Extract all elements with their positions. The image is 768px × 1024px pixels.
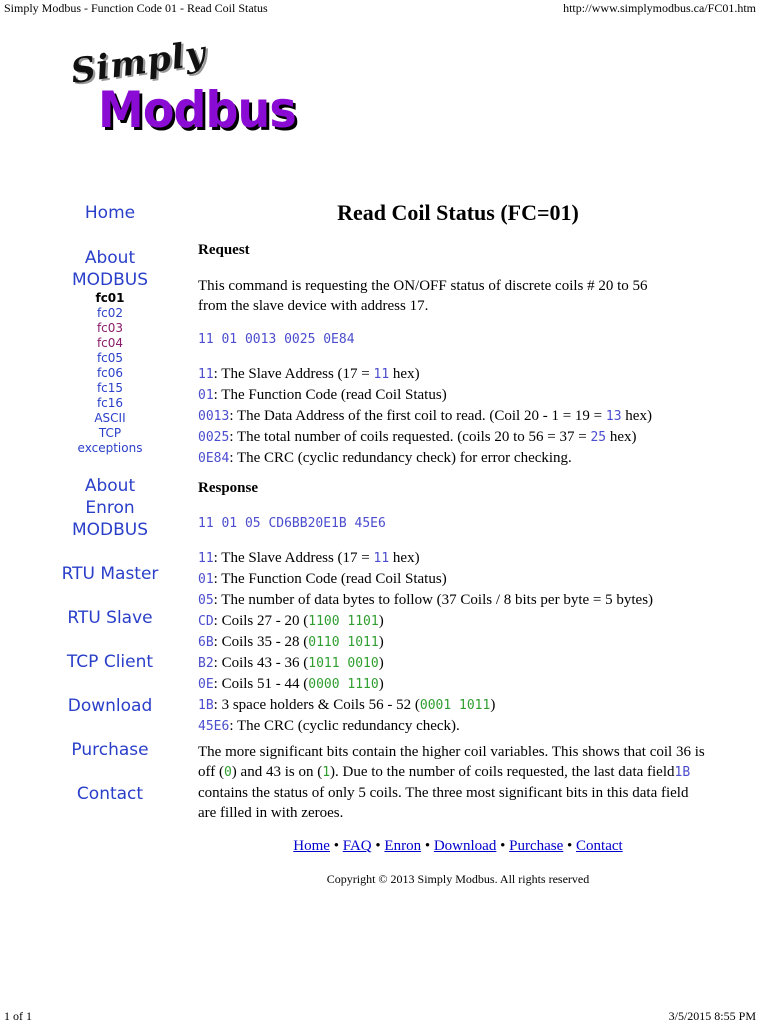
link-separator: • — [563, 838, 577, 854]
request-field-list — [198, 364, 720, 469]
hex-value: 13 — [605, 409, 622, 424]
nav-tcp-client-link[interactable]: TCP Client — [66, 652, 154, 672]
nav-contact-link[interactable]: Contact — [76, 784, 144, 804]
nav-about-enron-line2: Enron — [85, 498, 135, 518]
response-field-row — [198, 611, 720, 632]
nav-fc-link-fc03[interactable]: fc03 — [96, 321, 124, 335]
hex-value: 0013 — [198, 409, 230, 424]
request-field-row — [198, 364, 720, 385]
binary-value: 0000 1110 — [308, 677, 379, 692]
nav-about-enron-line3: MODBUS — [71, 520, 149, 540]
field-text: ) and 43 is on ( — [231, 764, 323, 780]
hex-value: 01 — [198, 388, 214, 403]
nav-fc-link-fc15[interactable]: fc15 — [96, 381, 124, 395]
footer-link-purchase[interactable]: Purchase — [509, 838, 564, 854]
hex-value: 05 — [198, 593, 214, 608]
response-field-row — [198, 632, 720, 653]
link-separator: • — [371, 838, 385, 854]
field-text: : The CRC (cyclic redundancy check). — [229, 718, 460, 734]
copyright-text: Copyright © 2013 Simply Modbus. All rights reserved — [326, 872, 590, 886]
hex-value: B2 — [198, 656, 214, 671]
response-field-row — [198, 695, 720, 716]
request-field-row — [198, 406, 720, 427]
field-text: : The Function Code (read Coil Status) — [213, 571, 447, 587]
response-field-row — [198, 716, 720, 737]
binary-value: 1100 1101 — [308, 614, 379, 629]
field-text: hex) — [621, 408, 652, 424]
field-text: ). Due to the number of coils requested, the last data field — [330, 764, 675, 780]
nav-purchase-link[interactable]: Purchase — [71, 740, 149, 760]
field-text: ) — [490, 697, 496, 713]
hex-value: 1B — [674, 765, 691, 780]
hex-value: 6B — [198, 635, 214, 650]
nav-fc-link-ascii[interactable]: ASCII — [94, 411, 126, 425]
hex-value: 45E6 — [198, 719, 230, 734]
field-text: : 3 space holders & Coils 56 - 52 ( — [213, 697, 420, 713]
nav-fc-link-fc02[interactable]: fc02 — [96, 306, 124, 320]
field-text: : The total number of coils requested. (coils 20 to 56 = 37 = — [229, 429, 591, 445]
response-field-row — [198, 548, 720, 569]
request-field-row — [198, 385, 720, 406]
hex-value: 11 — [198, 551, 214, 566]
binary-value: 0110 1011 — [308, 635, 379, 650]
footer-nav-links — [198, 838, 718, 855]
nav-fc-link-fc04[interactable]: fc04 — [96, 336, 124, 350]
field-text: are filled in with zeroes. — [198, 805, 344, 821]
nav-about-modbus-link[interactable] — [55, 247, 165, 291]
binary-value: 0001 1011 — [419, 698, 491, 713]
hex-value: 0025 — [198, 430, 230, 445]
request-intro — [198, 276, 720, 316]
footer-link-enron[interactable]: Enron — [384, 838, 422, 854]
sidebar-nav — [55, 200, 165, 805]
field-text: : Coils 35 - 28 ( — [213, 634, 309, 650]
print-header-title: Simply Modbus - Function Code 01 - Read Coil Status — [4, 1, 268, 15]
nav-about-modbus-line2: MODBUS — [71, 270, 149, 290]
field-text: : Coils 27 - 20 ( — [213, 613, 309, 629]
nav-rtu-slave-link[interactable]: RTU Slave — [67, 608, 153, 628]
nav-function-code-list — [55, 291, 165, 456]
explanation-line — [198, 803, 720, 823]
nav-fc-link-fc06[interactable]: fc06 — [96, 366, 124, 380]
nav-home-link[interactable]: Home — [84, 203, 136, 223]
nav-about-modbus-line1: About — [84, 248, 136, 268]
field-text: : The Slave Address (17 = — [213, 550, 374, 566]
nav-fc-link-tcp[interactable]: TCP — [98, 426, 122, 440]
field-text: The more significant bits contain the higher coil variables. This shows that coil 36 is — [198, 744, 705, 760]
field-text: hex) — [606, 429, 637, 445]
hex-value: CD — [198, 614, 214, 629]
request-heading: Request — [198, 242, 250, 258]
response-heading: Response — [198, 480, 259, 496]
nav-fc-link-exceptions[interactable]: exceptions — [77, 441, 143, 455]
field-text: ) — [378, 613, 384, 629]
request-frame: 11 01 0013 0025 0E84 — [198, 332, 355, 347]
page-title: Read Coil Status (FC=01) — [337, 200, 579, 225]
logo-modbus-text: Modbus — [98, 81, 296, 139]
field-text: hex) — [389, 366, 420, 382]
footer-link-faq[interactable]: FAQ — [342, 838, 372, 854]
nav-fc-link-fc01[interactable]: fc01 — [95, 291, 125, 305]
response-field-row — [198, 674, 720, 695]
hex-value: 01 — [198, 572, 214, 587]
field-text: : The CRC (cyclic redundancy check) for error checking. — [229, 450, 572, 466]
nav-about-enron-link[interactable] — [55, 475, 165, 541]
response-frame: 11 01 05 CD6BB20E1B 45E6 — [198, 516, 386, 531]
response-field-row — [198, 569, 720, 590]
print-footer-datetime: 3/5/2015 8:55 PM — [668, 1009, 756, 1023]
print-footer-page-count: 1 of 1 — [4, 1009, 32, 1023]
link-separator: • — [329, 838, 343, 854]
hex-value: 11 — [373, 551, 390, 566]
hex-value: 11 — [373, 367, 390, 382]
nav-download-link[interactable]: Download — [67, 696, 153, 716]
footer-link-home[interactable]: Home — [293, 838, 330, 854]
field-text: : The Function Code (read Coil Status) — [213, 387, 447, 403]
field-text: : The Data Address of the first coil to read. (Coil 20 - 1 = 19 = — [229, 408, 606, 424]
field-text: : The number of data bytes to follow (37 Coils / 8 bits per byte = 5 bytes) — [213, 592, 654, 608]
field-text: ) — [378, 676, 384, 692]
request-intro-line: from the slave device with address 17. — [198, 298, 429, 314]
field-text: ) — [378, 634, 384, 650]
footer-link-contact[interactable]: Contact — [576, 838, 623, 854]
field-text: : Coils 51 - 44 ( — [213, 676, 309, 692]
link-separator: • — [496, 838, 510, 854]
field-text: off ( — [198, 764, 224, 780]
field-text: hex) — [389, 550, 420, 566]
footer-link-download[interactable]: Download — [433, 838, 497, 854]
field-text: contains the status of only 5 coils. The three most significant bits in this data field — [198, 785, 689, 801]
nav-rtu-master-link[interactable]: RTU Master — [61, 564, 159, 584]
request-field-row — [198, 427, 720, 448]
field-text: ) — [378, 655, 384, 671]
logo-simply-text: Simply — [68, 33, 209, 92]
hex-value: 0E — [198, 677, 214, 692]
explanation-line — [198, 742, 720, 762]
print-header-url: http://www.simplymodbus.ca/FC01.htm — [563, 1, 756, 15]
hex-value: 1B — [198, 698, 214, 713]
binary-value: 1 — [322, 765, 331, 780]
hex-value: 11 — [198, 367, 214, 382]
binary-value: 1011 0010 — [308, 656, 379, 671]
explanation-line — [198, 783, 720, 803]
request-field-row — [198, 448, 720, 469]
nav-fc-link-fc16[interactable]: fc16 — [96, 396, 124, 410]
explanation-line — [198, 762, 720, 783]
site-logo[interactable] — [68, 33, 296, 144]
response-field-row — [198, 590, 720, 611]
hex-value: 25 — [590, 430, 607, 445]
nav-fc-link-fc05[interactable]: fc05 — [96, 351, 124, 365]
response-field-list — [198, 548, 720, 737]
explanation-paragraph — [198, 742, 720, 823]
field-text: : The Slave Address (17 = — [213, 366, 374, 382]
request-intro-line: This command is requesting the ON/OFF status of discrete coils # 20 to 56 — [198, 278, 648, 294]
binary-value: 0 — [223, 765, 232, 780]
nav-about-enron-line1: About — [84, 476, 136, 496]
field-text: : Coils 43 - 36 ( — [213, 655, 309, 671]
hex-value: 0E84 — [198, 451, 230, 466]
link-separator: • — [421, 838, 434, 854]
response-field-row — [198, 653, 720, 674]
